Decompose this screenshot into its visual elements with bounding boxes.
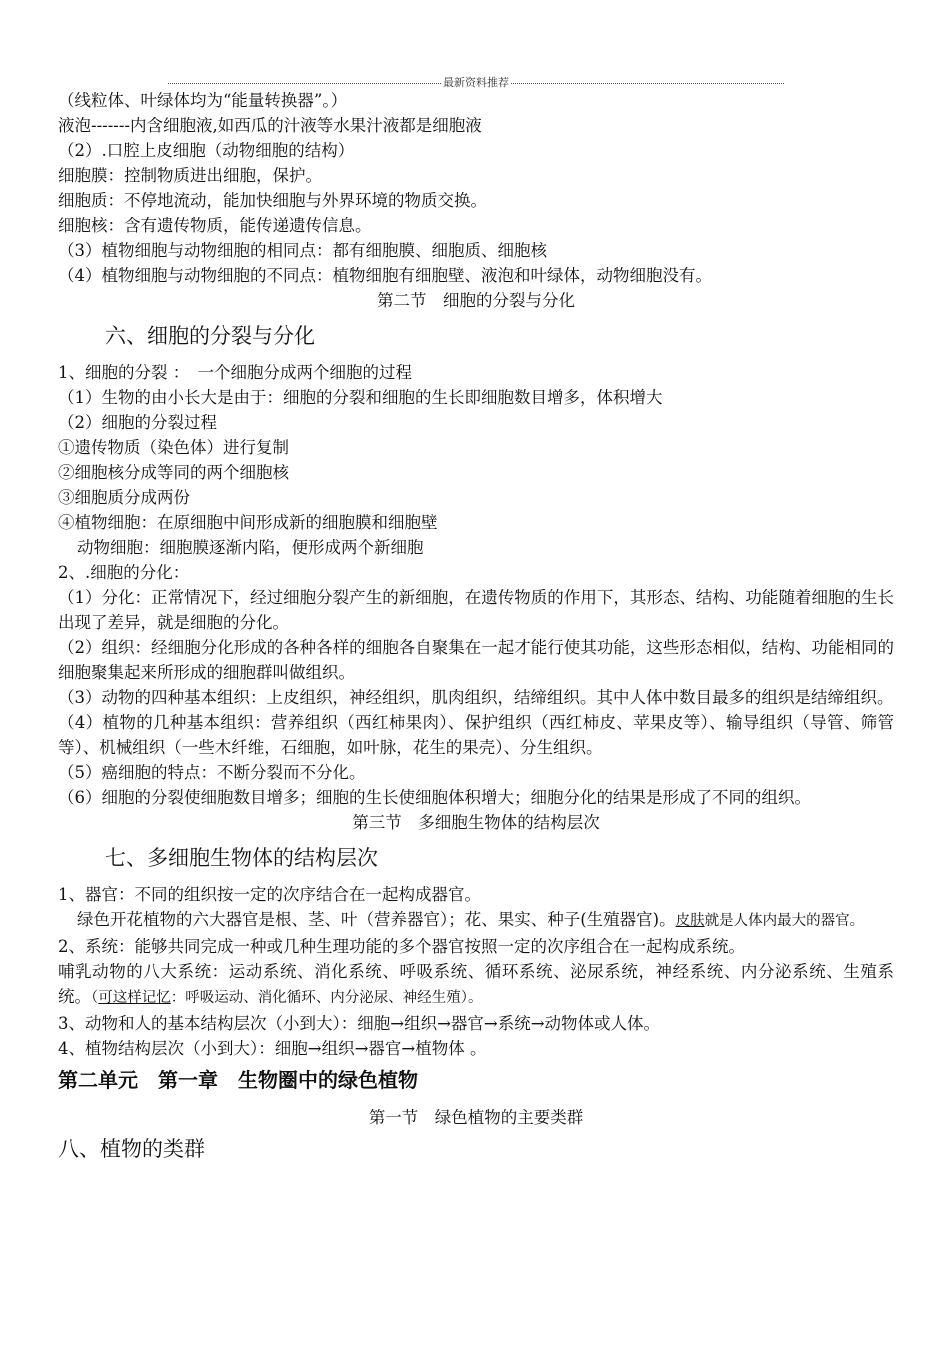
text-line: 细胞膜：控制物质进出细胞，保护。	[58, 166, 322, 185]
paragraph: （4）植物的几种基本组织：营养组织（西红柿果肉）、保护组织（西红柿皮、苹果皮等）、输导组织（导管、筛管等）、机械组织（一些木纤维，石细胞，如叶脉，花生的果壳）、分生组织。	[58, 713, 894, 757]
text-line: 细胞核：含有遗传物质，能传递遗传信息。	[58, 216, 372, 235]
text-line: （2）细胞的分裂过程	[58, 413, 217, 432]
section-title: 第一节 绿色植物的主要类群	[368, 1108, 584, 1127]
text-line: （2）.口腔上皮细胞（动物细胞的结构）	[58, 141, 355, 160]
paragraph	[58, 959, 894, 1011]
text-line: （3）植物细胞与动物细胞的相同点：都有细胞膜、细胞质、细胞核	[58, 241, 547, 260]
text-line: ②细胞核分成等同的两个细胞核	[58, 463, 289, 482]
paragraph: （3）动物的四种基本组织：上皮组织，神经组织，肌肉组织，结缔组织。其中人体中数目最多的组织是结缔组织。	[58, 688, 894, 707]
header-text: 最新资料推荐	[443, 76, 509, 89]
chapter-heading: 七、多细胞生物体的结构层次	[105, 846, 378, 870]
text-line: 细胞质：不停地流动，能加快细胞与外界环境的物质交换。	[58, 191, 487, 210]
text-line: 4、植物结构层次（小到大）：细胞→组织→器官→植物体 。	[58, 1039, 487, 1058]
text-line: （5）癌细胞的特点：不断分裂而不分化。	[58, 763, 366, 782]
text-line: 1、细胞的分裂 ： 一个细胞分成两个细胞的过程	[58, 363, 412, 382]
text-line: 液泡-------内含细胞液,如西瓜的汁液等水果汁液都是细胞液	[58, 116, 482, 135]
text-line: 1、器官：不同的组织按一定的次序结合在一起构成器官。	[58, 885, 481, 904]
text-line: （线粒体、叶绿体均为“能量转换器”。）	[58, 91, 348, 110]
paragraph	[58, 907, 894, 934]
section-title: 第三节 多细胞生物体的结构层次	[352, 813, 600, 832]
text-line: （1）生物的由小长大是由于：细胞的分裂和细胞的生长即细胞数目增多，体积增大	[58, 388, 663, 407]
text-line: ③细胞质分成两份	[58, 488, 190, 507]
text-line: 动物细胞：细胞膜逐渐内陷，便形成两个新细胞	[77, 538, 424, 557]
document-body	[58, 88, 894, 1168]
text-line: （4）植物细胞与动物细胞的不同点：植物细胞有细胞壁、液泡和叶绿体，动物细胞没有。	[58, 266, 712, 285]
underlined-term: 皮肤	[675, 913, 705, 929]
text-line: 2、.细胞的分化：	[58, 563, 190, 582]
chapter-heading: 八、植物的类群	[58, 1137, 205, 1161]
text-span: 就是人体内最大的器官。	[704, 913, 865, 929]
header-dots-right	[511, 83, 784, 84]
section-title: 第二节 细胞的分裂与分化	[377, 291, 575, 310]
underlined-term: 可这样记忆	[98, 990, 171, 1006]
text-span: 绿色开花植物的六大器官是根、茎、叶（营养器官）；花、果实、种子(生殖器官)。	[77, 910, 676, 929]
paragraph: （6）细胞的分裂使细胞数目增多；细胞的生长使细胞体积增大；细胞分化的结果是形成了不同的组织。	[58, 788, 811, 807]
paragraph: （2）组织：经细胞分化形成的各种各样的细胞各自聚集在一起才能行使其功能，这些形态相似，结构、功能相同的细胞聚集起来所形成的细胞群叫做组织。	[58, 638, 894, 682]
chapter-heading: 六、细胞的分裂与分化	[105, 324, 315, 348]
text-line: ④植物细胞：在原细胞中间形成新的细胞膜和细胞壁	[58, 513, 438, 532]
text-line: ①遗传物质（染色体）进行复制	[58, 438, 289, 457]
unit-heading: 第二单元 第一章 生物圈中的绿色植物	[58, 1068, 418, 1092]
text-line: 3、动物和人的基本结构层次（小到大）：细胞→组织→器官→系统→动物体或人体。	[58, 1014, 661, 1033]
header-dots-left	[168, 83, 441, 84]
paragraph: （1）分化：正常情况下，经过细胞分裂产生的新细胞，在遗传物质的作用下，其形态、结构、功能随着细胞的生长出现了差异，就是细胞的分化。	[58, 588, 894, 632]
text-line: 2、系统：能够共同完成一种或几种生理功能的多个器官按照一定的次序组合在一起构成系统。	[58, 937, 745, 956]
text-span: 哺乳动物的八大系统：运动系统、消化系统、呼吸系统、循环系统、泌尿系统，神经系统、内分泌系统、生殖系统。	[58, 962, 894, 1006]
text-span: （	[91, 990, 99, 1006]
text-span: ：呼吸运动、消化循环、内分泌尿、神经生殖）。	[170, 990, 483, 1006]
